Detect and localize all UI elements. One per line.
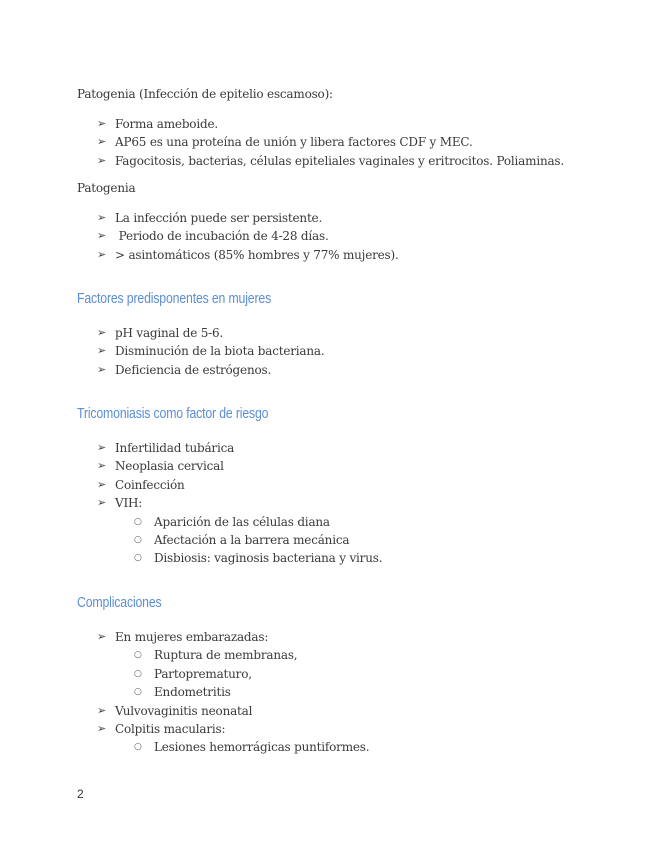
list-item-colpitis: ➢ Colpitis macularis: ○ Lesiones hemorrágicas puntiformes. xyxy=(0,720,655,757)
arrow-bullet-icon: ➢ xyxy=(97,477,107,491)
heading-factores-predisponentes: Factores predisponentes en mujeres xyxy=(77,290,272,307)
arrow-bullet-icon: ➢ xyxy=(97,326,107,339)
circle-bullet-icon: ○ xyxy=(134,668,142,679)
arrow-bullet-icon: ➢ xyxy=(97,362,107,376)
page-number: 2 xyxy=(77,787,84,801)
sub-list-item: ○ Partoprematuro, xyxy=(0,665,655,683)
sub-list-item: ○ Disbiosis: vaginosis bacteriana y virus. xyxy=(0,549,655,567)
embarazadas-sublist xyxy=(0,646,655,701)
arrow-bullet-icon: ➢ xyxy=(97,344,107,358)
list-item-embarazadas: ➢ En mujeres embarazadas: ○ Ruptura de membranas, ○ Partoprematuro, ○ Endometritis xyxy=(0,628,655,702)
list-item: ➢ Periodo de incubación de 4-28 días. xyxy=(0,227,655,245)
tricomoniasis-list xyxy=(0,439,655,568)
list-item: ➢ > asintomáticos (85% hombres y 77% mujeres). xyxy=(0,246,655,264)
list-item: ➢ Disminución de la biota bacteriana. xyxy=(0,342,655,360)
circle-bullet-icon: ○ xyxy=(134,534,142,545)
list-item: ➢ Forma ameboide. xyxy=(0,115,655,133)
list-item: ➢ Neoplasia cervical xyxy=(0,457,655,475)
patogenia-list-2 xyxy=(0,209,655,264)
vih-sublist xyxy=(0,513,655,568)
arrow-bullet-icon: ➢ xyxy=(97,496,107,510)
arrow-bullet-icon: ➢ xyxy=(97,721,107,735)
patogenia-title-2: Patogenia xyxy=(77,181,136,195)
list-item: ➢ pH vaginal de 5-6. xyxy=(0,324,655,342)
sub-list-item: ○ Aparición de las células diana xyxy=(0,513,655,531)
list-item: ➢ Deficiencia de estrógenos. xyxy=(0,361,655,379)
circle-bullet-icon: ○ xyxy=(134,553,142,564)
arrow-bullet-icon: ➢ xyxy=(97,153,107,167)
arrow-bullet-icon: ➢ xyxy=(97,630,107,643)
sub-list-item: ○ Endometritis xyxy=(0,683,655,701)
list-item: ➢ La infección puede ser persistente. xyxy=(0,209,655,227)
arrow-bullet-icon: ➢ xyxy=(97,459,107,473)
sub-list-item: ○ Afectación a la barrera mecánica xyxy=(0,531,655,549)
patogenia-title: Patogenia (Infección de epitelio escamoso): xyxy=(77,87,333,101)
list-item: ➢ Infertilidad tubárica xyxy=(0,439,655,457)
list-item-vih: ➢ VIH: ○ Aparición de las células diana ○ Afectación a la barrera mecánica ○ Disbiosis: vaginosis bacteriana y virus. xyxy=(0,494,655,568)
arrow-bullet-icon: ➢ xyxy=(97,703,107,717)
heading-complicaciones: Complicaciones xyxy=(77,594,162,611)
list-item: ➢ Fagocitosis, bacterias, células epiteliales vaginales y eritrocitos. Poliaminas. xyxy=(0,152,655,170)
patogenia-list xyxy=(0,115,655,170)
list-item: ➢ AP65 es una proteína de unión y libera factores CDF y MEC. xyxy=(0,133,655,151)
arrow-bullet-icon: ➢ xyxy=(97,441,107,454)
sub-list-item: ○ Ruptura de membranas, xyxy=(0,646,655,664)
list-item: ➢ Vulvovaginitis neonatal xyxy=(0,702,655,720)
circle-bullet-icon: ○ xyxy=(134,516,142,527)
list-item: ➢ Coinfección xyxy=(0,476,655,494)
factores-list xyxy=(0,324,655,379)
sub-list-item: ○ Lesiones hemorrágicas puntiformes. xyxy=(0,738,655,756)
complicaciones-list xyxy=(0,628,655,757)
heading-tricomoniasis: Tricomoniasis como factor de riesgo xyxy=(77,405,269,422)
arrow-bullet-icon: ➢ xyxy=(97,211,107,224)
circle-bullet-icon: ○ xyxy=(134,742,142,753)
circle-bullet-icon: ○ xyxy=(134,650,142,661)
arrow-bullet-icon: ➢ xyxy=(97,135,107,149)
colpitis-sublist xyxy=(0,738,655,756)
arrow-bullet-icon: ➢ xyxy=(97,229,107,243)
circle-bullet-icon: ○ xyxy=(134,687,142,698)
arrow-bullet-icon: ➢ xyxy=(97,247,107,261)
arrow-bullet-icon: ➢ xyxy=(97,117,107,130)
